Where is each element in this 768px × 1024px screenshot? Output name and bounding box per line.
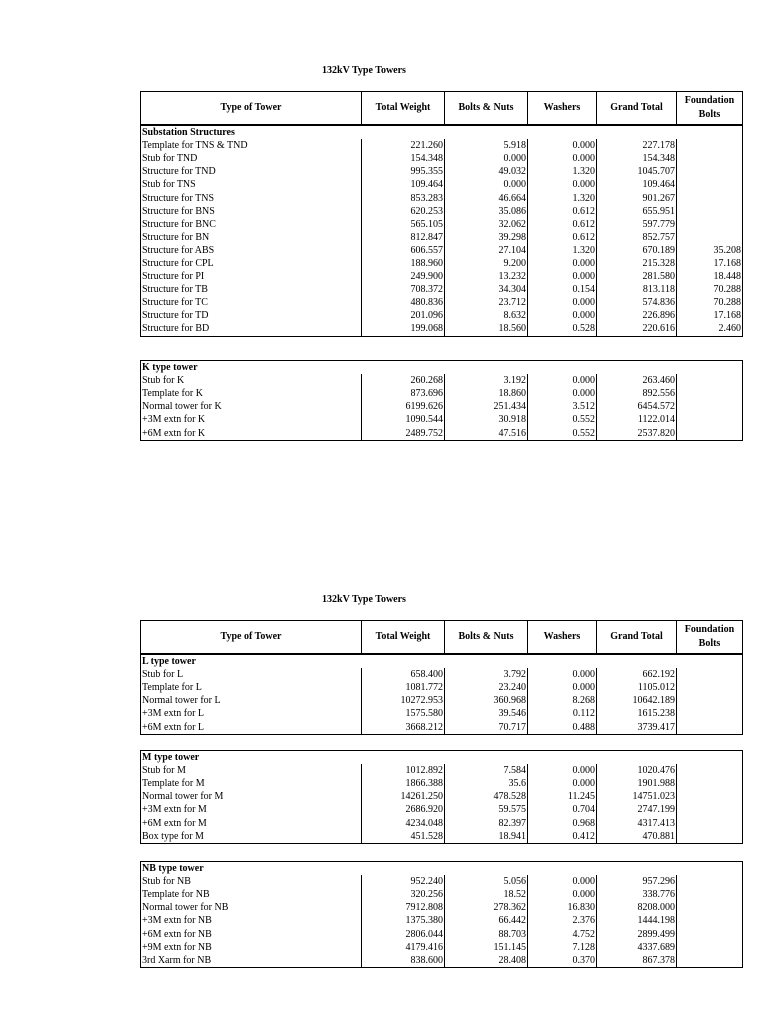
table-row (141, 400, 743, 413)
tower-type-cell: Normal tower for L (141, 694, 362, 707)
washers-cell: 0.000 (528, 152, 597, 165)
washers-cell: 0.000 (528, 875, 597, 888)
table-row (141, 387, 743, 400)
grand-total-cell: 281.580 (597, 270, 677, 283)
tower-type-cell: +3M extn for K (141, 413, 362, 426)
table-row (141, 777, 743, 790)
bolts-nuts-cell: 360.968 (445, 694, 528, 707)
table-row (141, 914, 743, 927)
table-row (141, 283, 743, 296)
group-heading-row (141, 126, 743, 140)
tower-type-cell: Structure for TC (141, 296, 362, 309)
bolts-nuts-cell: 46.664 (445, 191, 528, 204)
foundation-bolts-cell (677, 803, 743, 816)
washers-cell: 0.370 (528, 954, 597, 968)
washers-cell: 0.000 (528, 387, 597, 400)
foundation-bolts-cell (677, 139, 743, 152)
page1-header-row (140, 91, 743, 125)
tower-type-cell: Structure for BD (141, 322, 362, 336)
tower-type-cell: Template for TNS & TND (141, 139, 362, 152)
table-row (141, 927, 743, 940)
washers-cell: 0.000 (528, 270, 597, 283)
tower-type-cell: Structure for BN (141, 231, 362, 244)
total-weight-cell: 6199.626 (362, 400, 445, 413)
washers-cell: 3.512 (528, 400, 597, 413)
table-row (141, 374, 743, 387)
group-heading: M type tower (141, 751, 362, 765)
washers-cell: 0.704 (528, 803, 597, 816)
total-weight-cell: 658.400 (362, 668, 445, 681)
bolts-nuts-cell: 49.032 (445, 165, 528, 178)
washers-cell: 0.000 (528, 309, 597, 322)
total-weight-cell: 873.696 (362, 387, 445, 400)
bolts-nuts-cell: 66.442 (445, 914, 528, 927)
total-weight-cell: 565.105 (362, 218, 445, 231)
bolts-nuts-cell: 18.560 (445, 322, 528, 336)
grand-total-cell: 109.464 (597, 178, 677, 191)
table-row (141, 244, 743, 257)
washers-cell: 0.612 (528, 218, 597, 231)
header-washers: Washers (528, 92, 597, 125)
bolts-nuts-cell: 278.362 (445, 901, 528, 914)
bolts-nuts-cell: 0.000 (445, 152, 528, 165)
header-foundation-bolts: Foundation Bolts (677, 92, 743, 125)
washers-cell: 0.612 (528, 231, 597, 244)
grand-total-cell: 2747.199 (597, 803, 677, 816)
page1-group-table (140, 360, 743, 441)
header-bolts-nuts: Bolts & Nuts (445, 621, 528, 654)
tower-type-cell: Structure for TB (141, 283, 362, 296)
washers-cell: 0.000 (528, 178, 597, 191)
tower-type-cell: Structure for BNS (141, 205, 362, 218)
table-row (141, 270, 743, 283)
table-row (141, 707, 743, 720)
grand-total-cell: 901.267 (597, 191, 677, 204)
grand-total-cell: 867.378 (597, 954, 677, 968)
tower-type-cell: Structure for ABS (141, 244, 362, 257)
table-row (141, 875, 743, 888)
washers-cell: 0.488 (528, 720, 597, 734)
foundation-bolts-cell (677, 165, 743, 178)
grand-total-cell: 813.118 (597, 283, 677, 296)
grand-total-cell: 597.779 (597, 218, 677, 231)
foundation-bolts-cell: 17.168 (677, 257, 743, 270)
table-row (141, 322, 743, 336)
washers-cell: 1.320 (528, 191, 597, 204)
bolts-nuts-cell: 82.397 (445, 816, 528, 829)
washers-cell: 0.000 (528, 296, 597, 309)
washers-cell: 7.128 (528, 941, 597, 954)
header-total-weight: Total Weight (362, 621, 445, 654)
table-row (141, 139, 743, 152)
tower-type-cell: Template for K (141, 387, 362, 400)
total-weight-cell: 1866.388 (362, 777, 445, 790)
total-weight-cell: 3668.212 (362, 720, 445, 734)
grand-total-cell: 1122.014 (597, 413, 677, 426)
foundation-bolts-cell (677, 374, 743, 387)
foundation-bolts-cell (677, 387, 743, 400)
tower-type-cell: +6M extn for L (141, 720, 362, 734)
grand-total-cell: 263.460 (597, 374, 677, 387)
grand-total-cell: 215.328 (597, 257, 677, 270)
foundation-bolts-cell: 35.208 (677, 244, 743, 257)
total-weight-cell: 109.464 (362, 178, 445, 191)
washers-cell: 0.000 (528, 681, 597, 694)
bolts-nuts-cell: 251.434 (445, 400, 528, 413)
bolts-nuts-cell: 9.200 (445, 257, 528, 270)
bolts-nuts-cell: 3.792 (445, 668, 528, 681)
table-row (141, 152, 743, 165)
grand-total-cell: 957.296 (597, 875, 677, 888)
tower-type-cell: +6M extn for NB (141, 927, 362, 940)
foundation-bolts-cell (677, 231, 743, 244)
washers-cell: 0.000 (528, 257, 597, 270)
tower-type-cell: Normal tower for M (141, 790, 362, 803)
washers-cell: 0.000 (528, 139, 597, 152)
group-heading: NB type tower (141, 862, 362, 876)
grand-total-cell: 227.178 (597, 139, 677, 152)
table-row (141, 790, 743, 803)
grand-total-cell: 852.757 (597, 231, 677, 244)
foundation-bolts-cell: 18.448 (677, 270, 743, 283)
washers-cell: 0.000 (528, 764, 597, 777)
table-row (141, 296, 743, 309)
total-weight-cell: 480.836 (362, 296, 445, 309)
table-row (141, 816, 743, 829)
washers-cell: 0.000 (528, 777, 597, 790)
header-grand-total: Grand Total (597, 92, 677, 125)
washers-cell: 0.154 (528, 283, 597, 296)
header-type-of-tower: Type of Tower (141, 92, 362, 125)
tower-type-cell: Structure for BNC (141, 218, 362, 231)
foundation-bolts-cell (677, 816, 743, 829)
total-weight-cell: 952.240 (362, 875, 445, 888)
grand-total-cell: 1444.198 (597, 914, 677, 927)
washers-cell: 2.376 (528, 914, 597, 927)
table-row (141, 901, 743, 914)
total-weight-cell: 14261.250 (362, 790, 445, 803)
total-weight-cell: 853.283 (362, 191, 445, 204)
page1-group-table (140, 125, 743, 337)
bolts-nuts-cell: 34.304 (445, 283, 528, 296)
foundation-bolts-cell: 2.460 (677, 322, 743, 336)
tower-type-cell: Stub for TNS (141, 178, 362, 191)
table-row (141, 668, 743, 681)
total-weight-cell: 451.528 (362, 830, 445, 844)
table-row (141, 888, 743, 901)
grand-total-cell: 574.836 (597, 296, 677, 309)
tower-type-cell: Template for M (141, 777, 362, 790)
bolts-nuts-cell: 0.000 (445, 178, 528, 191)
grand-total-cell: 470.881 (597, 830, 677, 844)
bolts-nuts-cell: 88.703 (445, 927, 528, 940)
table-row (141, 257, 743, 270)
grand-total-cell: 1901.988 (597, 777, 677, 790)
washers-cell: 0.612 (528, 205, 597, 218)
foundation-bolts-cell (677, 191, 743, 204)
total-weight-cell: 320.256 (362, 888, 445, 901)
grand-total-cell: 1615.238 (597, 707, 677, 720)
foundation-bolts-cell: 17.168 (677, 309, 743, 322)
grand-total-cell: 14751.023 (597, 790, 677, 803)
bolts-nuts-cell: 478.528 (445, 790, 528, 803)
page2-group-table (140, 750, 743, 844)
table-row (141, 830, 743, 844)
foundation-bolts-cell (677, 426, 743, 440)
grand-total-cell: 1105.012 (597, 681, 677, 694)
page2-header-row (140, 620, 743, 654)
table-row (141, 764, 743, 777)
total-weight-cell: 812.847 (362, 231, 445, 244)
grand-total-cell: 1045.707 (597, 165, 677, 178)
table-row (141, 218, 743, 231)
header-bolts-nuts: Bolts & Nuts (445, 92, 528, 125)
bolts-nuts-cell: 5.918 (445, 139, 528, 152)
bolts-nuts-cell: 47.516 (445, 426, 528, 440)
washers-cell: 0.552 (528, 426, 597, 440)
total-weight-cell: 249.900 (362, 270, 445, 283)
table-row (141, 413, 743, 426)
table-row (141, 309, 743, 322)
grand-total-cell: 154.348 (597, 152, 677, 165)
total-weight-cell: 2806.044 (362, 927, 445, 940)
table-row (141, 803, 743, 816)
foundation-bolts-cell (677, 914, 743, 927)
bolts-nuts-cell: 5.056 (445, 875, 528, 888)
bolts-nuts-cell: 23.240 (445, 681, 528, 694)
foundation-bolts-cell (677, 927, 743, 940)
total-weight-cell: 201.096 (362, 309, 445, 322)
foundation-bolts-cell (677, 178, 743, 191)
total-weight-cell: 1575.580 (362, 707, 445, 720)
tower-type-cell: Template for L (141, 681, 362, 694)
total-weight-cell: 10272.953 (362, 694, 445, 707)
foundation-bolts-cell (677, 681, 743, 694)
grand-total-cell: 6454.572 (597, 400, 677, 413)
total-weight-cell: 154.348 (362, 152, 445, 165)
bolts-nuts-cell: 18.860 (445, 387, 528, 400)
header-grand-total: Grand Total (597, 621, 677, 654)
tower-type-cell: +6M extn for K (141, 426, 362, 440)
page2-title: 132kV Type Towers (322, 594, 406, 605)
total-weight-cell: 1012.892 (362, 764, 445, 777)
table-row (141, 954, 743, 968)
tower-type-cell: +3M extn for L (141, 707, 362, 720)
grand-total-cell: 3739.417 (597, 720, 677, 734)
tower-type-cell: +9M extn for NB (141, 941, 362, 954)
washers-cell: 0.000 (528, 888, 597, 901)
foundation-bolts-cell (677, 668, 743, 681)
grand-total-cell: 2899.499 (597, 927, 677, 940)
total-weight-cell: 606.557 (362, 244, 445, 257)
washers-cell: 0.968 (528, 816, 597, 829)
group-heading-row (141, 361, 743, 375)
page1-title: 132kV Type Towers (322, 65, 406, 76)
foundation-bolts-cell (677, 901, 743, 914)
group-heading: K type tower (141, 361, 362, 375)
tower-type-cell: Template for NB (141, 888, 362, 901)
table-row (141, 681, 743, 694)
total-weight-cell: 221.260 (362, 139, 445, 152)
total-weight-cell: 1090.544 (362, 413, 445, 426)
total-weight-cell: 2686.920 (362, 803, 445, 816)
bolts-nuts-cell: 70.717 (445, 720, 528, 734)
grand-total-cell: 670.189 (597, 244, 677, 257)
bolts-nuts-cell: 7.584 (445, 764, 528, 777)
grand-total-cell: 1020.476 (597, 764, 677, 777)
foundation-bolts-cell (677, 790, 743, 803)
tower-type-cell: Normal tower for NB (141, 901, 362, 914)
washers-cell: 16.830 (528, 901, 597, 914)
tower-type-cell: Normal tower for K (141, 400, 362, 413)
group-heading: Substation Structures (141, 126, 362, 140)
tower-type-cell: Structure for TND (141, 165, 362, 178)
foundation-bolts-cell (677, 205, 743, 218)
washers-cell: 4.752 (528, 927, 597, 940)
bolts-nuts-cell: 13.232 (445, 270, 528, 283)
grand-total-cell: 4317.413 (597, 816, 677, 829)
grand-total-cell: 4337.689 (597, 941, 677, 954)
header-washers: Washers (528, 621, 597, 654)
foundation-bolts-cell (677, 888, 743, 901)
tower-type-cell: Structure for PI (141, 270, 362, 283)
table-row (141, 941, 743, 954)
washers-cell: 11.245 (528, 790, 597, 803)
tower-type-cell: 3rd Xarm for NB (141, 954, 362, 968)
foundation-bolts-cell: 70.288 (677, 296, 743, 309)
washers-cell: 1.320 (528, 165, 597, 178)
grand-total-cell: 655.951 (597, 205, 677, 218)
bolts-nuts-cell: 28.408 (445, 954, 528, 968)
tower-type-cell: Structure for TNS (141, 191, 362, 204)
table-row (141, 165, 743, 178)
bolts-nuts-cell: 39.546 (445, 707, 528, 720)
foundation-bolts-cell (677, 152, 743, 165)
tower-type-cell: +3M extn for M (141, 803, 362, 816)
bolts-nuts-cell: 151.145 (445, 941, 528, 954)
tower-type-cell: Structure for CPL (141, 257, 362, 270)
header-total-weight: Total Weight (362, 92, 445, 125)
bolts-nuts-cell: 27.104 (445, 244, 528, 257)
bolts-nuts-cell: 30.918 (445, 413, 528, 426)
foundation-bolts-cell (677, 218, 743, 231)
bolts-nuts-cell: 59.575 (445, 803, 528, 816)
foundation-bolts-cell (677, 400, 743, 413)
tower-type-cell: Stub for M (141, 764, 362, 777)
table-row (141, 205, 743, 218)
grand-total-cell: 8208.000 (597, 901, 677, 914)
washers-cell: 0.552 (528, 413, 597, 426)
group-heading: L type tower (141, 655, 362, 669)
foundation-bolts-cell (677, 413, 743, 426)
foundation-bolts-cell: 70.288 (677, 283, 743, 296)
foundation-bolts-cell (677, 720, 743, 734)
foundation-bolts-cell (677, 707, 743, 720)
tower-type-cell: +6M extn for M (141, 816, 362, 829)
group-heading-row (141, 751, 743, 765)
washers-cell: 0.412 (528, 830, 597, 844)
bolts-nuts-cell: 35.6 (445, 777, 528, 790)
washers-cell: 0.000 (528, 374, 597, 387)
bolts-nuts-cell: 39.298 (445, 231, 528, 244)
bolts-nuts-cell: 18.52 (445, 888, 528, 901)
grand-total-cell: 662.192 (597, 668, 677, 681)
washers-cell: 0.000 (528, 668, 597, 681)
table-row (141, 720, 743, 734)
total-weight-cell: 2489.752 (362, 426, 445, 440)
foundation-bolts-cell (677, 764, 743, 777)
bolts-nuts-cell: 32.062 (445, 218, 528, 231)
total-weight-cell: 199.068 (362, 322, 445, 336)
tower-type-cell: Stub for L (141, 668, 362, 681)
foundation-bolts-cell (677, 941, 743, 954)
grand-total-cell: 226.896 (597, 309, 677, 322)
washers-cell: 8.268 (528, 694, 597, 707)
bolts-nuts-cell: 18.941 (445, 830, 528, 844)
page2-group-table (140, 861, 743, 968)
grand-total-cell: 220.616 (597, 322, 677, 336)
foundation-bolts-cell (677, 954, 743, 968)
grand-total-cell: 10642.189 (597, 694, 677, 707)
table-row (141, 231, 743, 244)
tower-type-cell: Stub for TND (141, 152, 362, 165)
total-weight-cell: 4234.048 (362, 816, 445, 829)
table-row (141, 178, 743, 191)
total-weight-cell: 620.253 (362, 205, 445, 218)
total-weight-cell: 188.960 (362, 257, 445, 270)
tower-type-cell: Stub for NB (141, 875, 362, 888)
total-weight-cell: 4179.416 (362, 941, 445, 954)
total-weight-cell: 260.268 (362, 374, 445, 387)
washers-cell: 0.528 (528, 322, 597, 336)
tower-type-cell: Box type for M (141, 830, 362, 844)
total-weight-cell: 995.355 (362, 165, 445, 178)
total-weight-cell: 1375.380 (362, 914, 445, 927)
total-weight-cell: 1081.772 (362, 681, 445, 694)
bolts-nuts-cell: 35.086 (445, 205, 528, 218)
washers-cell: 1.320 (528, 244, 597, 257)
table-row (141, 426, 743, 440)
grand-total-cell: 338.776 (597, 888, 677, 901)
group-heading-row (141, 655, 743, 669)
foundation-bolts-cell (677, 694, 743, 707)
grand-total-cell: 892.556 (597, 387, 677, 400)
total-weight-cell: 7912.808 (362, 901, 445, 914)
tower-type-cell: Structure for TD (141, 309, 362, 322)
bolts-nuts-cell: 3.192 (445, 374, 528, 387)
foundation-bolts-cell (677, 830, 743, 844)
table-row (141, 191, 743, 204)
foundation-bolts-cell (677, 875, 743, 888)
total-weight-cell: 708.372 (362, 283, 445, 296)
total-weight-cell: 838.600 (362, 954, 445, 968)
header-type-of-tower: Type of Tower (141, 621, 362, 654)
bolts-nuts-cell: 8.632 (445, 309, 528, 322)
foundation-bolts-cell (677, 777, 743, 790)
washers-cell: 0.112 (528, 707, 597, 720)
tower-type-cell: +3M extn for NB (141, 914, 362, 927)
tower-type-cell: Stub for K (141, 374, 362, 387)
table-row (141, 694, 743, 707)
header-foundation-bolts: Foundation Bolts (677, 621, 743, 654)
grand-total-cell: 2537.820 (597, 426, 677, 440)
bolts-nuts-cell: 23.712 (445, 296, 528, 309)
group-heading-row (141, 862, 743, 876)
page2-group-table (140, 654, 743, 735)
